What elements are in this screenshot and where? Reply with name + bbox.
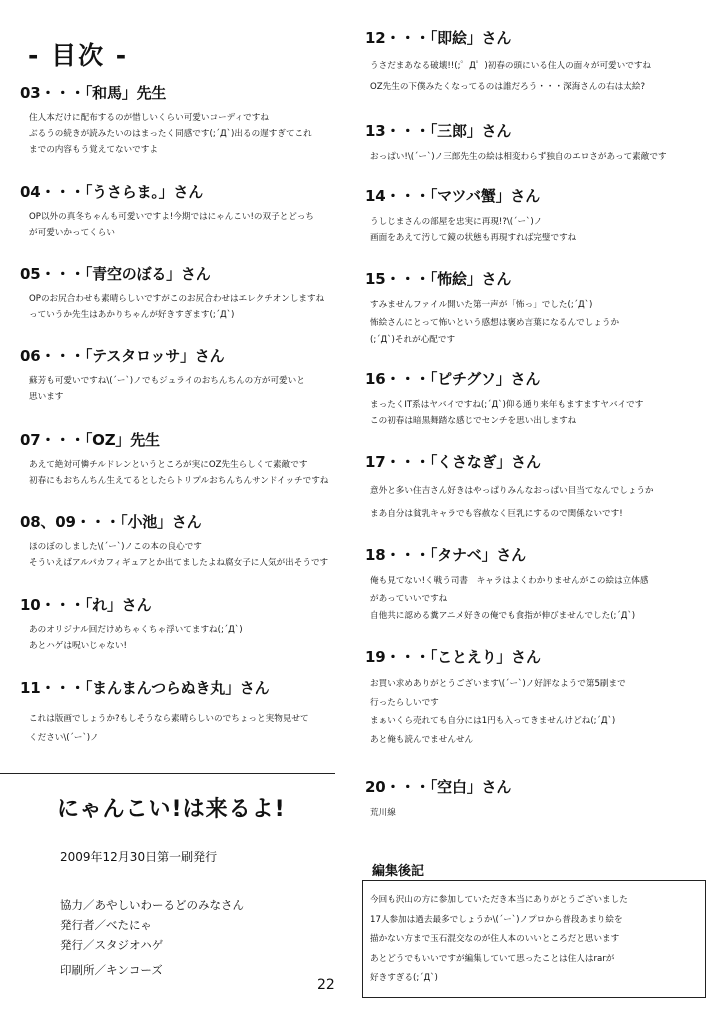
entry-comment: あのオリジナル回だけめちゃくちゃ浮いてますね(;´Д`) あとハゲは呪いじゃない!	[29, 625, 243, 651]
entry-comment: 俺も見てない!く戦う司書 キャラはよくわかりませんがこの絵は立体感 があっていいですね 自他共に認める糞アニメ好きの俺でも食指が伸びませんでした(;´Д`)	[370, 576, 649, 621]
toc-entry	[20, 181, 355, 241]
toc-entry	[365, 268, 710, 350]
toc-entry	[20, 429, 355, 489]
entry-comment: すみませんファイル開いた第一声が「怖っ」でした(;´Д`) 怖絵さんにとって怖いという感想は褒め言葉になるんでしょうか (;´Д`)それが心配です	[370, 300, 620, 345]
toc-entry	[365, 368, 710, 429]
toc-entry	[365, 544, 710, 626]
entry-heading: 14・・・「マツバ蟹」さん	[365, 187, 541, 205]
publication-date: 2009年12月30日第一刷発行	[60, 850, 218, 864]
toc-entry	[365, 27, 710, 98]
entry-comment: OP以外の真冬ちゃんも可愛いですよ!今期ではにゃんこい!の双子とどっち が可愛いかってくらい	[29, 212, 314, 238]
toc-entry	[365, 776, 710, 821]
entry-comment: まったくIT系はヤバイですね(;´Д`)仰る通り来年もますますヤバイです この初春は暗黒舞踏な感じでセンチを思い出しますね	[370, 400, 644, 426]
entry-heading: 13・・・「三郎」さん	[365, 122, 512, 140]
entry-heading: 16・・・「ピチグソ」さん	[365, 370, 541, 388]
entry-heading: 15・・・「怖絵」さん	[365, 270, 512, 288]
toc-entry	[20, 345, 355, 405]
entry-comment: うしじまさんの部屋を忠実に再現!?\(´ー`)ノ 画面をあえて汚して鏡の状態も再現すれば完璧ですね	[370, 217, 577, 243]
entry-heading: 08、09・・・「小池」さん	[20, 513, 202, 531]
entry-comment: うさだまあなる破壊!!(;゜Д゜)初春の頭にいる住人の面々が可愛いですね OZ先生の下僕みたくなってるのは誰だろう・・・深海さんの右は太絵?	[370, 61, 652, 92]
entry-comment: 意外と多い住吉さん好きはやっぱりみんなおっぱい目当てなんでしょうか まあ自分は貧乳キャラでも容赦なく巨乳にするので関係ないです!	[370, 486, 654, 519]
entry-heading: 11・・・「まんまんつらぬき丸」さん	[20, 679, 270, 697]
printer-line: 印刷所／キンコーズ	[60, 963, 163, 977]
entry-heading: 20・・・「空白」さん	[365, 778, 512, 796]
entry-heading: 17・・・「くさなぎ」さん	[365, 453, 541, 471]
entry-heading: 07・・・「OZ」先生	[20, 431, 160, 449]
entry-heading: 06・・・「テスタロッサ」さん	[20, 347, 225, 365]
entry-heading: 19・・・「ことえり」さん	[365, 648, 541, 666]
toc-entry	[365, 451, 710, 526]
page-title: - 目次 -	[28, 41, 129, 70]
colophon-credits	[60, 895, 244, 980]
page-number: 22	[317, 977, 335, 993]
colophon-title: にゃんこい!は来るよ!	[57, 797, 286, 822]
entry-comment: 住人本だけに配布するのが惜しいくらい可愛いコーディですね ぶるうの続きが読みたいのはまったく同感です(;´Д`)出るの遅すぎてこれ までの内容もう覚えてないですよ	[29, 113, 312, 155]
toc-entry	[20, 677, 355, 748]
entry-heading: 10・・・「れ」さん	[20, 596, 152, 614]
entry-comment: あえて絶対可憐チルドレンというところが実にOZ先生らしくて素敵です 初春にもおちんちん生えてるとしたらトリプルおちんちんサンドイッチですね	[29, 460, 329, 486]
toc-entry	[365, 185, 710, 246]
entry-comment: 蘇芳も可愛いですね\(´ー`)ノでもジュライのおちんちんの方が可愛いと 思います	[29, 376, 305, 402]
entry-comment: 荒川線	[370, 808, 396, 818]
credit-line: 協力／あやしいわーるどのみなさん	[60, 898, 244, 912]
entry-comment: お買い求めありがとうございます\(´ー`)ノ好評なようで第5刷まで 行ったらしいです まぁいくら売れても自分には1円も入ってきませんけどね(;´Д`) あと俺も読んでませんせん	[370, 679, 626, 745]
editor-notes-title: 編集後記	[372, 864, 425, 879]
colophon-divider	[0, 773, 335, 774]
entry-heading: 04・・・「うさらま。」さん	[20, 183, 204, 201]
toc-entry	[20, 594, 355, 654]
entry-comment: ほのぼのしました\(´ー`)ノこの本の良心です そういえばアルパカフィギュアとか出てましたよね腐女子に人気が出そうです	[29, 542, 329, 568]
toc-entry	[20, 511, 355, 571]
entry-comment: おっぱい!\(´ー`)ノ三郎先生の絵は相変わらず独自のエロさがあって素敵です	[370, 152, 667, 162]
toc-entry	[365, 120, 710, 165]
entry-heading: 18・・・「タナベ」さん	[365, 546, 526, 564]
toc-entry	[20, 82, 355, 158]
credit-line: 発行／スタジオハゲ	[60, 938, 164, 952]
entry-heading: 05・・・「青空のぼる」さん	[20, 265, 211, 283]
entry-heading: 12・・・「即絵」さん	[365, 29, 512, 47]
entry-heading: 03・・・「和馬」先生	[20, 84, 167, 102]
entry-comment: これは版画でしょうか?もしそうなら素晴らしいのでちょっと実物見せて ください\(´ー`)ノ	[29, 714, 309, 743]
toc-entry	[20, 263, 355, 323]
entry-comment: OPのお尻合わせも素晴らしいですがこのお尻合わせはエレクチオンしますね っていうか先生はあかりちゃんが好きすぎます(;´Д`)	[29, 294, 325, 320]
toc-entry	[365, 646, 710, 749]
editor-notes-body: 今回も沢山の方に参加していただき本当にありがとうございました 17人参加は過去最多でしょうか\(´ー`)ノプロから普段あまり絵を 描かない方まで玉石混交なのが住人本のいいところだと思います あとどうでもいいですが編集していて思ったことは住人はrarが 好きすぎる(;´Д`)	[370, 895, 628, 984]
credit-line: 発行者／べたにゃ	[60, 918, 152, 932]
